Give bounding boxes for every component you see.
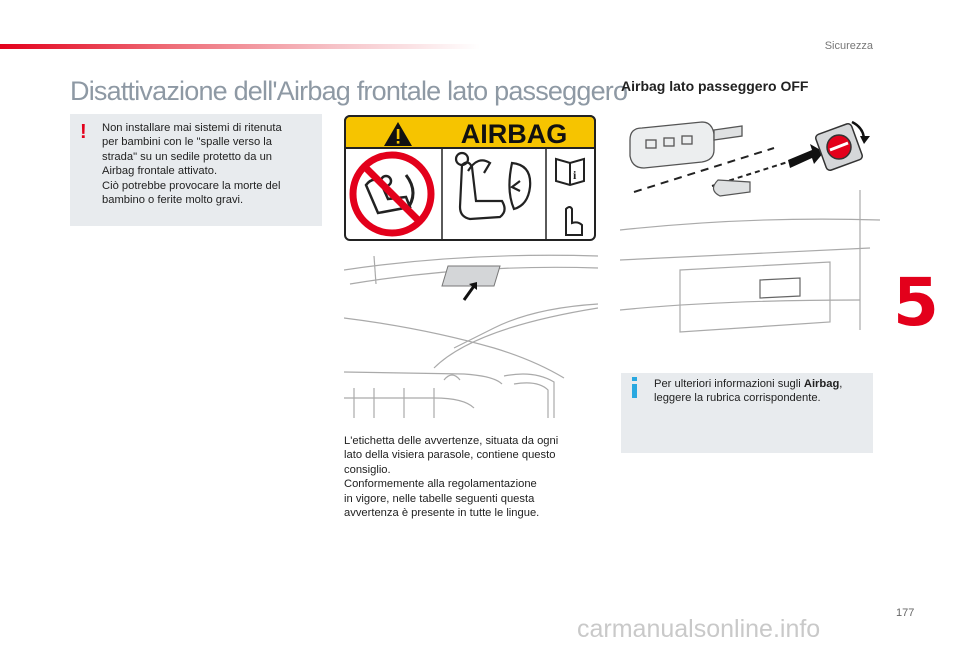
warning-line: strada" su un sedile protetto da un: [102, 150, 273, 163]
label-word: AIRBAG: [460, 119, 568, 149]
warning-line: Non installare mai sistemi di ritenuta: [102, 122, 282, 134]
watermark: carmanualsonline.info: [577, 615, 821, 643]
section-name: Sicurezza: [824, 40, 873, 52]
page-number: 177: [896, 607, 915, 619]
caption-line: consiglio.: [344, 463, 391, 476]
caption-line: lato della visiera parasole, contiene questo: [344, 449, 556, 462]
info-line: leggere la rubrica corrispondente.: [654, 392, 821, 405]
caption-line: Conformemente alla regolamentazione: [344, 478, 537, 491]
info-suffix: ,: [839, 378, 843, 390]
warning-line: Airbag frontale attivato.: [102, 165, 218, 178]
warning-line: Ciò potrebbe provocare la morte del: [102, 179, 281, 192]
section-subtitle: Airbag lato passeggero OFF: [621, 78, 809, 94]
arrow-icon: [464, 286, 474, 300]
info-line: [654, 377, 866, 391]
info-prefix: Per ulteriori informazioni sugli: [654, 378, 804, 390]
no-rear-facing-seat-icon: [353, 155, 431, 233]
warning-exclamation-icon: !: [80, 121, 87, 143]
header-accent-bar: [0, 44, 480, 49]
caption-line: avvertenza è presente in tutte le lingue.: [344, 507, 540, 520]
key-icon: [630, 122, 742, 168]
airbag-warning-label: [344, 115, 596, 241]
label-caption: [344, 434, 594, 520]
info-text: [654, 377, 866, 406]
info-icon: [628, 375, 642, 399]
chapter-number: 5: [893, 264, 939, 341]
warning-line: bambino o ferite molto gravi.: [102, 194, 244, 207]
warning-text: [102, 121, 312, 207]
airbag-off-switch-icon: [815, 122, 870, 171]
page-title: Disattivazione dell'Airbag frontale lato passeggero: [70, 76, 628, 106]
airbag-switch-key-illustration: [620, 110, 880, 335]
svg-text:i: i: [573, 168, 577, 182]
caption-line: L'etichetta delle avvertenze, situata da ogni: [344, 435, 559, 447]
caption-line: in vigore, nelle tabelle seguenti questa: [344, 492, 535, 505]
info-bold-link[interactable]: Airbag: [803, 378, 840, 390]
warning-line: per bambini con le "spalle verso la: [102, 136, 273, 149]
sun-visor-illustration: [344, 248, 598, 418]
